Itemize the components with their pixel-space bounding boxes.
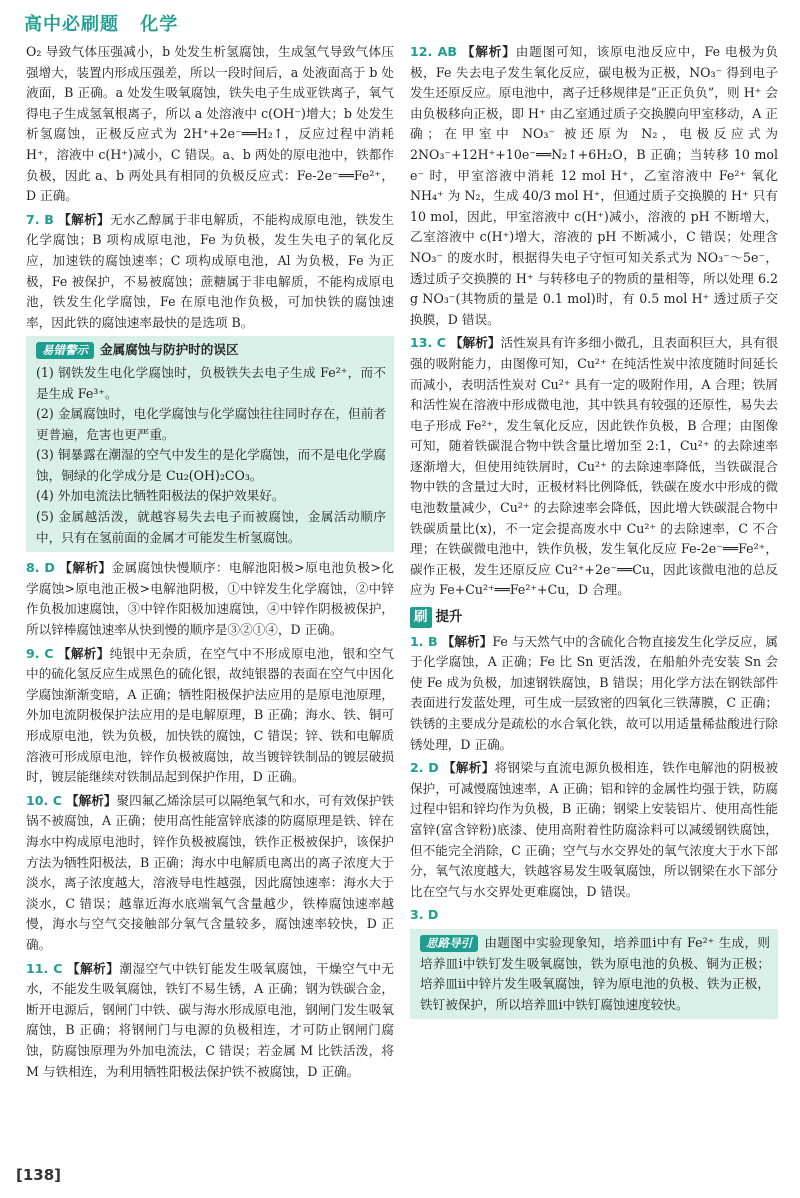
answer-number: 13. C	[410, 335, 446, 351]
analysis-tag: 【解析】	[57, 211, 110, 227]
answer-text: 聚四氟乙烯涂层可以隔绝氧气和水，可有效保护铁锅不被腐蚀，A 正确；使用高性能富锌底漆的防腐原理是铁、锌在海水中构成原电池时，锌作负极被腐蚀，铁作正极被保护，该保护方法为牺牲阳极法，B 正确；海水中电解质电离出的离子浓度大于淡水，离子浓度越大，溶液导电性越强，因此腐蚀速率：海水大于淡水，C 错误；越靠近海水底端氧气含量越少，铁棒腐蚀速率越慢，海水与空气交接触部分氧气含量较多，腐蚀速率较快，D 正确。	[26, 792, 395, 952]
warning-point: (2) 金属腐蚀时，电化学腐蚀与化学腐蚀往往同时存在，但前者更普遍，危害也更严重。	[36, 406, 386, 442]
answer-number: 2. D	[410, 760, 439, 776]
section-title: 提升	[435, 609, 463, 626]
answer-12	[410, 42, 778, 330]
answer-number: 11. C	[26, 960, 63, 976]
page-header	[24, 10, 192, 36]
answer-number: 8. D	[26, 560, 55, 576]
answer-13	[410, 333, 778, 601]
analysis-tag: 【解析】	[57, 645, 110, 661]
analysis-tag: 【解析】	[442, 760, 495, 776]
answer-t2	[410, 758, 778, 902]
answer-number: 12. AB	[410, 44, 457, 59]
warning-point: (1) 钢铁发生电化学腐蚀时，负极铁失去电子生成 Fe²⁺，而不是生成 Fe³⁺。	[36, 364, 386, 401]
warning-badge: 易错警示	[36, 342, 94, 359]
answer-9	[26, 644, 394, 788]
answer-7	[26, 210, 394, 334]
section-badge: 刷	[410, 607, 432, 628]
answer-number: 3. D	[410, 907, 439, 923]
book-title: 高中必刷题	[24, 14, 119, 35]
guide-badge: 思路导引	[420, 935, 478, 952]
guide-box	[410, 929, 778, 1019]
left-column	[26, 42, 394, 1085]
intro-paragraph: O₂ 导致气体压强减小，b 处发生析氢腐蚀，生成氢气导致气体压强增大，装置内形成压强差，所以一段时间后，a 处液面高于 b 处液面，B 正确。a 处发生吸氧腐蚀，铁失电子生成亚铁离子，氧气得电子生成氢氧根离子，所以 a 处溶液中 c(OH⁻)增大；b 处发生析氢腐蚀，正极反应式为 2H⁺+2e⁻══H₂↑，反应过程中消耗 H⁺，溶液中 c(H⁺)减小，C 错误。a、b 两处的原电池中，铁都作负极，因此 a、b 两处具有相同的负极反应式：Fe-2e⁻══Fe²⁺，D 正确。	[26, 44, 394, 204]
warning-heading: 金属腐蚀与防护时的误区	[100, 342, 239, 358]
answer-text: 由题图可知，该原电池反应中，Fe 电极为负极，Fe 失去电子发生氧化反应，碳电极为正极，NO₃⁻ 得到电子发生还原反应。原电池中，离子迁移规律是“正正负负”，则 H⁺ 会由负极移向正极，即 H⁺ 由乙室通过质子交换膜向甲室移动，A 正确；在甲室中 NO₃⁻ 被还原为 N₂，电极反应式为 2NO₃⁻+12H⁺+10e⁻══N₂↑+6H₂O，B 正确；当转移 10 mol e⁻ 时，甲室溶液中消耗 12 mol H⁺，乙室溶液中 Fe²⁺ 氧化 NH₄⁺ 为 N₂，生成 40/3 mol H⁺，但通过质子交换膜的 H⁺ 只有 10 mol，因此，甲室溶液中 c(H⁺)减小，溶液的 pH 不断增大，乙室溶液中 c(H⁺)增大，溶液的 pH 不断减小，C 错误；处理含 NO₃⁻ 的废水时，根据得失电子守恒可知关系式为 NO₃⁻～5e⁻，透过质子交换膜的 H⁺ 与转移电子的物质的量相等，所以处理 6.2 g NO₃⁻(其物质的量是 0.1 mol)时，有 0.5 mol H⁺ 透过质子交换膜，D 错误。	[410, 44, 778, 327]
guide-text: 由题图中实验现象知，培养皿ⅰ中有 Fe²⁺ 生成，则培养皿ⅰ中铁钉发生吸氧腐蚀，铁为原电池的负极、铜为正极；培养皿ⅱ中锌片发生吸氧腐蚀，锌为原电池的负极、铁为正极，铁钉被保护，所以培养皿ⅰ中铁钉腐蚀速度较快。	[420, 934, 770, 1012]
warning-box-title	[36, 340, 386, 361]
warning-point: (3) 铜暴露在潮湿的空气中发生的是化学腐蚀，而不是电化学腐蚀，铜绿的化学成分是 Cu₂(OH)₂CO₃。	[36, 447, 386, 483]
analysis-tag: 【解析】	[460, 44, 516, 59]
answer-number: 9. C	[26, 645, 54, 661]
right-column	[410, 42, 778, 1025]
answer-11	[26, 959, 394, 1083]
analysis-tag: 【解析】	[449, 335, 501, 351]
analysis-tag: 【解析】	[65, 792, 117, 808]
warning-point: (4) 外加电流法比牺牲阳极法的保护效果好。	[36, 488, 285, 504]
answer-text: 纯银中无杂质，在空气中不形成原电池，银和空气中的硫化氢反应生成黑色的硫化银，故纯银器的表面在空气中因化学腐蚀渐渐变暗，A 正确；牺牲阳极保护法应用的是原电池原理，外加电流阴极保护法应用的是电解原理，B 正确；海水、铁、铜可形成原电池，铁为负极，加快铁的腐蚀，C 错误；锌、铁和电解质溶液可形成原电池，锌作负极被腐蚀，故当镀锌铁制品的镀层破损时，镀层能继续对铁制品起到保护作用，D 正确。	[26, 645, 395, 785]
answer-t1	[410, 632, 778, 756]
section-heading-tisheng	[410, 607, 778, 628]
analysis-tag: 【解析】	[441, 633, 493, 649]
answer-text: 潮湿空气中铁钉能发生吸氧腐蚀，干燥空气中无水，不能发生吸氧腐蚀，铁钉不易生锈，A 正确；钢为铁碳合金，断开电源后，钢闸门中铁、碳与海水形成原电池，钢闸门发生吸氧腐蚀，B 正确；将钢闸门与电源的负极相连，才可防止钢闸门腐蚀，防腐蚀原理为外加电流法，C 错误；若金属 M 比铁活泼，将 M 与铁相连，为利用牺牲阳极法保护铁不被腐蚀，D 正确。	[26, 960, 395, 1079]
analysis-tag: 【解析】	[58, 560, 112, 576]
page-number: [138]	[16, 1166, 62, 1184]
warning-box	[26, 336, 394, 552]
answer-text: 活性炭具有许多细小微孔，且表面积巨大，具有很强的吸附能力，由图像可知，Cu²⁺ 在纯活性炭中浓度随时间延长而减小，表明活性炭对 Cu²⁺ 具有一定的吸附作用，A 合理；铁屑和活性炭在溶液中形成微电池，其中铁具有较强的还原性，易失去电子形成 Fe²⁺，发生氧化反应，因此铁作负极，B 合理；由图像可知，随着铁碳混合物中铁含量比增加至 2:1，Cu²⁺ 的去除速率逐渐增大，但使用纯铁屑时，Cu²⁺ 的去除速率降低，当铁碳混合物中铁的含量过大时，正极材料比例降低，铁碳在废水中形成的微电池数量减少，Cu²⁺ 的去除速率会降低，因此增大铁碳混合物中铁碳质量比(x)，不一定会提高废水中 Cu²⁺ 的去除速率，C 不合理；在铁碳微电池中，铁作负极，发生氧化反应 Fe-2e⁻══Fe²⁺，碳作正极，发生还原反应 Cu²⁺+2e⁻══Cu，因此该微电池的总反应为 Fe+Cu²⁺══Fe²⁺+Cu，D 合理。	[410, 335, 779, 598]
answer-t3	[410, 905, 778, 926]
answer-number: 10. C	[26, 792, 62, 808]
answer-number: 7. B	[26, 211, 54, 227]
answer-text: 无水乙醇属于非电解质，不能构成原电池，铁发生化学腐蚀；B 项构成原电池，Fe 为负极，发生失电子的氧化反应，加速铁的腐蚀速率；C 项构成原电池，Al 为负极，Fe 为正极，Fe 被保护，不易被腐蚀；蔗糖属于非电解质，不能构成原电池，铁发生化学腐蚀，Fe 在原电池作负极，可加快铁的腐蚀速率，因此铁的腐蚀速率最快的是选项 B。	[26, 211, 395, 330]
answer-text: Fe 与天然气中的含硫化合物直接发生化学反应，属于化学腐蚀，A 正确；Fe 比 Sn 更活泼，在船舶外壳安装 Sn 会使 Fe 成为负极，加速钢铁腐蚀，B 错误；用化学方法在钢铁部件表面进行发蓝处理，可生成一层致密的四氧化三铁薄膜，C 正确；铁锈的主要成分是疏松的水合氧化铁，故可以用适量稀盐酸进行除锈处理，D 正确。	[410, 633, 778, 752]
answer-8	[26, 558, 394, 640]
warning-point: (5) 金属越活泼，就越容易失去电子而被腐蚀，金属活动顺序中，只有在氢前面的金属才可能发生析氢腐蚀。	[36, 509, 386, 545]
analysis-tag: 【解析】	[66, 960, 120, 976]
answer-text: 金属腐蚀快慢顺序：电解池阳极>原电池负极>化学腐蚀>原电池正极>电解池阴极，①中锌发生化学腐蚀，②中锌作负极加速腐蚀，③中锌作阳极加速腐蚀，④中锌作阴极被保护，所以锌棒腐蚀速率从快到慢的顺序是③②①④，D 正确。	[26, 560, 395, 638]
answer-10	[26, 791, 394, 956]
subject-title: 化学	[140, 14, 179, 35]
answer-text: 将钢梁与直流电源负极相连，铁作电解池的阴极被保护，可减慢腐蚀速率，A 正确；铝和锌的金属性均强于铁，防腐过程中铝和锌均作为负极，B 正确；钢梁上安装铝片、使用高性能富锌(富含锌粉)底漆、使用高附着性防腐涂料可以减缓钢铁腐蚀，但不能完全消除，C 正确；空气与水交界处的氧气浓度大于水下部分，氧气浓度越大，铁越容易发生吸氧腐蚀，所以钢梁在水下部分比在空气与水交界处更难腐蚀，D 错误。	[410, 760, 779, 899]
answer-number: 1. B	[410, 633, 438, 649]
